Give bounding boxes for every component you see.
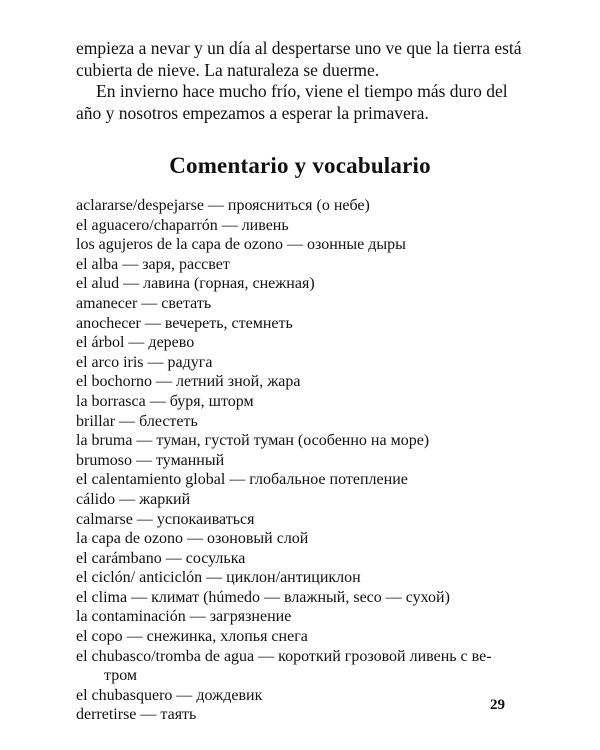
section-heading: Comentario y vocabulario: [169, 153, 431, 178]
vocab-entry: el alud — лавина (горная, снежная): [76, 275, 315, 293]
paragraph-2-line-1: En invierno hace mucho frío, viene el tiempo más duro del: [96, 81, 508, 101]
vocab-entry: el carámbano — сосулька: [76, 549, 246, 567]
vocab-entry: la bruma — туман, густой туман (особенно на море): [76, 432, 430, 450]
vocab-entry: el árbol — дерево: [76, 334, 195, 352]
vocab-entry: derretirse — таять: [76, 706, 197, 724]
vocab-entry: el chubasco/tromba de agua — короткий грозовой ливень с ве-: [76, 647, 492, 665]
paragraph-1-line-2: cubierta de nieve. La naturaleza se duerme.: [76, 59, 380, 80]
vocab-entry-continuation: тром: [104, 667, 138, 685]
vocab-entry: calmarse — успокаиваться: [76, 510, 255, 528]
vocab-entry: el copo — снежинка, хлопья снега: [76, 628, 308, 646]
paragraph-1-line-1: empieza a nevar y un día al despertarse uno ve que la tierra está: [76, 38, 522, 58]
paragraph-1: [76, 38, 522, 81]
paragraph-2-line-2: año y nosotros empezamos a esperar la primavera.: [76, 102, 429, 123]
vocab-entry: la contaminación — загрязнение: [76, 608, 292, 626]
vocab-entry: amanecer — светать: [76, 294, 212, 312]
vocab-entry: la borrasca — буря, шторм: [76, 392, 254, 410]
vocab-entry: los agujeros de la capa de ozono — озонные дыры: [76, 236, 406, 254]
vocab-entry: el calentamiento global — глобальное потепление: [76, 471, 408, 489]
vocab-entry: el ciclón/ anticiclón — циклон/антициклон: [76, 569, 361, 587]
vocab-entry: cálido — жаркий: [76, 490, 191, 508]
intro-text: [76, 38, 522, 124]
vocab-entry: el arco iris — радуга: [76, 353, 213, 371]
vocab-entry: la capa de ozono — озоновый слой: [76, 530, 309, 548]
vocabulary-list: [76, 196, 516, 725]
vocab-entry: el chubasquero — дождевик: [76, 686, 263, 704]
vocab-entry: brillar — блестеть: [76, 412, 198, 430]
vocab-entry: anochecer — вечереть, стемнеть: [76, 314, 293, 332]
paragraph-2: [76, 81, 506, 124]
vocab-entry: el bochorno — летний зной, жара: [76, 373, 301, 391]
vocab-entry: brumoso — туманный: [76, 451, 225, 469]
vocab-entry: el aguacero/chaparrón — ливень: [76, 216, 289, 234]
vocab-entry: el clima — климат (húmedo — влажный, seco — сухой): [76, 588, 450, 606]
vocab-entry: aclararse/despejarse — проясниться (о небе): [76, 197, 370, 214]
vocab-entry: el alba — заря, рассвет: [76, 255, 230, 273]
page-number: 29: [490, 697, 505, 713]
